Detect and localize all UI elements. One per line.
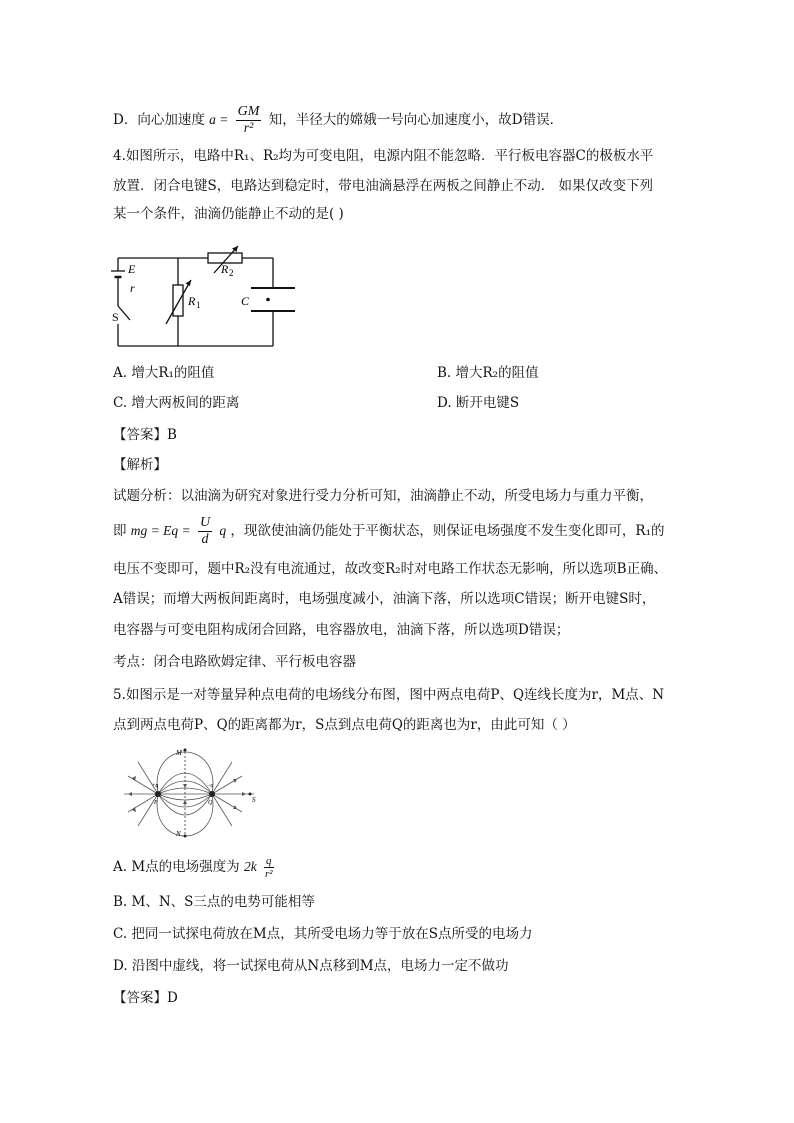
label-C: C	[241, 294, 250, 308]
field-label-minus-q: −q	[207, 783, 214, 789]
field-label-M: M	[176, 749, 182, 757]
q5-option-b: B. M、N、S三点的电势可能相等	[113, 894, 315, 910]
label-R1: R	[188, 294, 196, 308]
prev-d-prefix: D．向心加速度	[113, 112, 205, 128]
ana-l2-num: U	[199, 515, 211, 530]
prev-d-formula: a =	[209, 112, 229, 127]
q4-analysis-line1: 试题分析：以油滴为研究对象进行受力分析可知，油滴静止不动，所受电场力与重力平衡，	[113, 488, 653, 504]
field-label-S: S	[252, 796, 256, 804]
label-R2-sub: 2	[229, 268, 234, 278]
label-R1-sub: 1	[196, 300, 201, 310]
q4-analysis-line4: A错误；而增大两板间距离时，电场强度减小，油滴下落，所以选项C错误；断开电键S时，	[113, 591, 656, 607]
field-label-plus-q: +q	[152, 783, 159, 789]
q4-circuit-diagram	[108, 240, 308, 355]
q4-stem-line3: 某一个条件，油滴仍能静止不动的是( )	[113, 206, 344, 222]
q5-opta-num: q	[266, 855, 272, 867]
q5-opta-den: r²	[264, 868, 273, 880]
q5-stem-line2: 点到两点电荷P、Q的距离都为r，S点到点电荷Q的距离也为r，由此可知（ ）	[113, 717, 576, 733]
q4-analysis-label: 【解析】	[113, 457, 167, 473]
q5-stem-line1: 5.如图示是一对等量异种点电荷的电场线分布图，图中两点电荷P、Q连线长度为r，M点、N	[113, 687, 665, 703]
ana-l2-fraction	[198, 515, 212, 548]
q5-field-diagram	[118, 746, 268, 838]
q5-option-a	[113, 855, 277, 880]
label-R2: R	[221, 262, 229, 276]
q4-option-a: A. 增大R₁的阻值	[113, 365, 215, 381]
label-r: r	[130, 281, 135, 295]
label-S: S	[112, 310, 119, 324]
q4-option-d: D. 断开电键S	[437, 395, 520, 411]
prev-d-fraction	[236, 104, 262, 137]
ana-l2-q: q	[219, 523, 227, 538]
q5-option-d: D. 沿图中虚线，将一试探电荷从N点移到M点，电场力一定不做功	[113, 958, 509, 974]
ana-l2-prefix: 即	[113, 523, 127, 539]
q4-analysis-line3: 电压不变即可，题中R₂没有电流通过，故改变R₂时对电路工作状态无影响，所以选项B正确、	[113, 561, 668, 577]
q4-option-b: B. 增大R₂的阻值	[437, 365, 539, 381]
label-E: E	[128, 262, 136, 276]
q5-opta-fraction	[264, 855, 274, 880]
q5-opta-coef: 2k	[243, 859, 257, 874]
q4-option-c: C. 增大两板间的距离	[113, 395, 240, 411]
field-label-N: N	[176, 830, 181, 838]
prev-d-den: r²	[243, 121, 254, 136]
field-label-P: P	[154, 800, 158, 806]
q4-analysis-line2	[113, 515, 664, 548]
q5-opta-prefix: A. M点的电场强度为	[113, 859, 240, 875]
q4-stem-line1: 4.如图所示，电路中R₁、R₂均为可变电阻，电源内阻不能忽略．平行板电容器C的极板水平	[113, 148, 654, 164]
ana-l2-den: d	[201, 532, 209, 547]
prev-option-d	[113, 104, 563, 137]
field-label-Q: Q	[208, 800, 213, 806]
ana-l2-suffix: ，现欲使油滴仍能处于平衡状态，则保证电场强度不发生变化即可，R₁的	[230, 523, 665, 539]
q4-kaodian: 考点：闭合电路欧姆定律、平行板电容器	[113, 654, 356, 670]
q4-analysis-line5: 电容器与可变电阻构成闭合回路，电容器放电，油滴下落，所以选项D错误；	[113, 622, 570, 638]
ana-l2-formula: mg = Eq =	[130, 523, 191, 538]
prev-d-suffix: 知，半径大的嫦娥一号向心加速度小，故D错误．	[268, 112, 564, 128]
q4-answer: 【答案】B	[113, 427, 177, 443]
q5-answer: 【答案】D	[113, 990, 178, 1006]
q5-option-c: C. 把同一试探电荷放在M点，其所受电场力等于放在S点所受的电场力	[113, 926, 533, 942]
prev-d-num: GM	[237, 104, 260, 119]
q4-stem-line2: 放置．闭合电键S，电路达到稳定时，带电油滴悬浮在两板之间静止不动． 如果仅改变下列	[113, 178, 654, 194]
